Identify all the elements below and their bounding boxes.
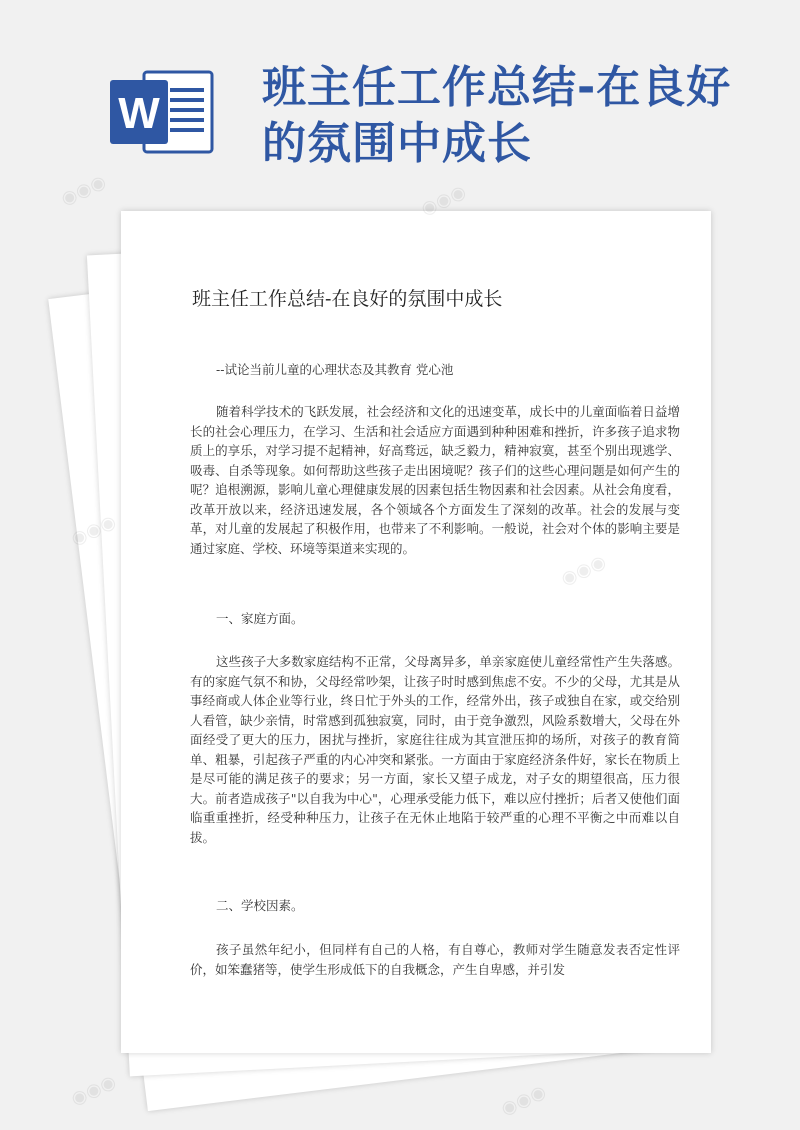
- section1-heading: 一、家庭方面。: [216, 611, 304, 626]
- paper-sheet-front: [121, 211, 711, 1053]
- section2-paragraph: 孩子虽然年纪小，但同样有自己的人格，有自尊心，教师对学生随意发表否定性评价，如笨蠢猪等，使学生形成低下的自我概念，产生自卑感，并引发: [190, 942, 680, 977]
- watermark-logo-icon: ◉◉◉: [57, 171, 110, 210]
- document-title: 班主任工作总结-在良好的氛围中成长: [192, 288, 503, 310]
- word-logo-icon: [110, 70, 214, 154]
- section2-heading: 二、学校因素。: [216, 898, 304, 913]
- watermark-logo-icon: ◉◉◉: [417, 181, 470, 220]
- section1-paragraph: 这些孩子大多数家庭结构不正常，父母离异多，单亲家庭使儿童经常性产生失落感。有的家庭气氛不和协，父母经常吵架，让孩子时时感到焦虑不安。不少的父母，尤其是从事经商或人体企业等行业，终日忙于外头的工作，经常外出，孩子或独自在家，或交给别人看管，缺少亲情，时常感到孤独寂寞，同时，由于竞争激烈，风险系数增大，父母在外面经受了更大的压力，困扰与挫折，家庭往往成为其宣泄压抑的场所，对孩子的教育简单、粗暴，引起孩子严重的内心冲突和紧张。一方面由于家庭经济条件好，家长在物质上是尽可能的满足孩子的要求；另一方面，家长又望子成龙，对子女的期望很高，压力很大。前者造成孩子"以自我为中心"，心理承受能力低下，难以应付挫折；后者又使他们面临重重挫折，经受种种压力，让孩子在无休止地陷于较严重的心理不平衡之中而难以自拔。: [190, 654, 680, 845]
- banner-title: 班主任工作总结-在良好的氛围中成长: [262, 62, 732, 169]
- document-subtitle: --试论当前儿童的心理状态及其教育 党心池: [216, 362, 454, 377]
- word-logo-letter: W: [118, 89, 160, 138]
- watermark-logo-icon: ◉◉◉: [497, 1081, 550, 1120]
- intro-paragraph: 随着科学技术的飞跃发展，社会经济和文化的迅速变革，成长中的儿童面临着日益增长的社会心理压力，在学习、生活和社会适应方面遇到种种困难和挫折，许多孩子追求物质上的享乐，对学习提不起精神，好高骛远，缺乏毅力，精神寂寞，甚至个别出现逃学、吸毒、自杀等现象。如何帮助这些孩子走出困境呢？孩子们的这些心理问题是如何产生的呢？追根溯源，影响儿童心理健康发展的因素包括生物因素和社会因素。从社会角度看，改革开放以来，经济迅速发展，各个领域各个方面发生了深刻的改革。社会的发展与变革，对儿童的发展起了积极作用，也带来了不利影响。一般说，社会对个体的影响主要是通过家庭、学校、环境等渠道来实现的。: [190, 404, 680, 556]
- watermark-logo-icon: ◉◉◉: [67, 1071, 120, 1110]
